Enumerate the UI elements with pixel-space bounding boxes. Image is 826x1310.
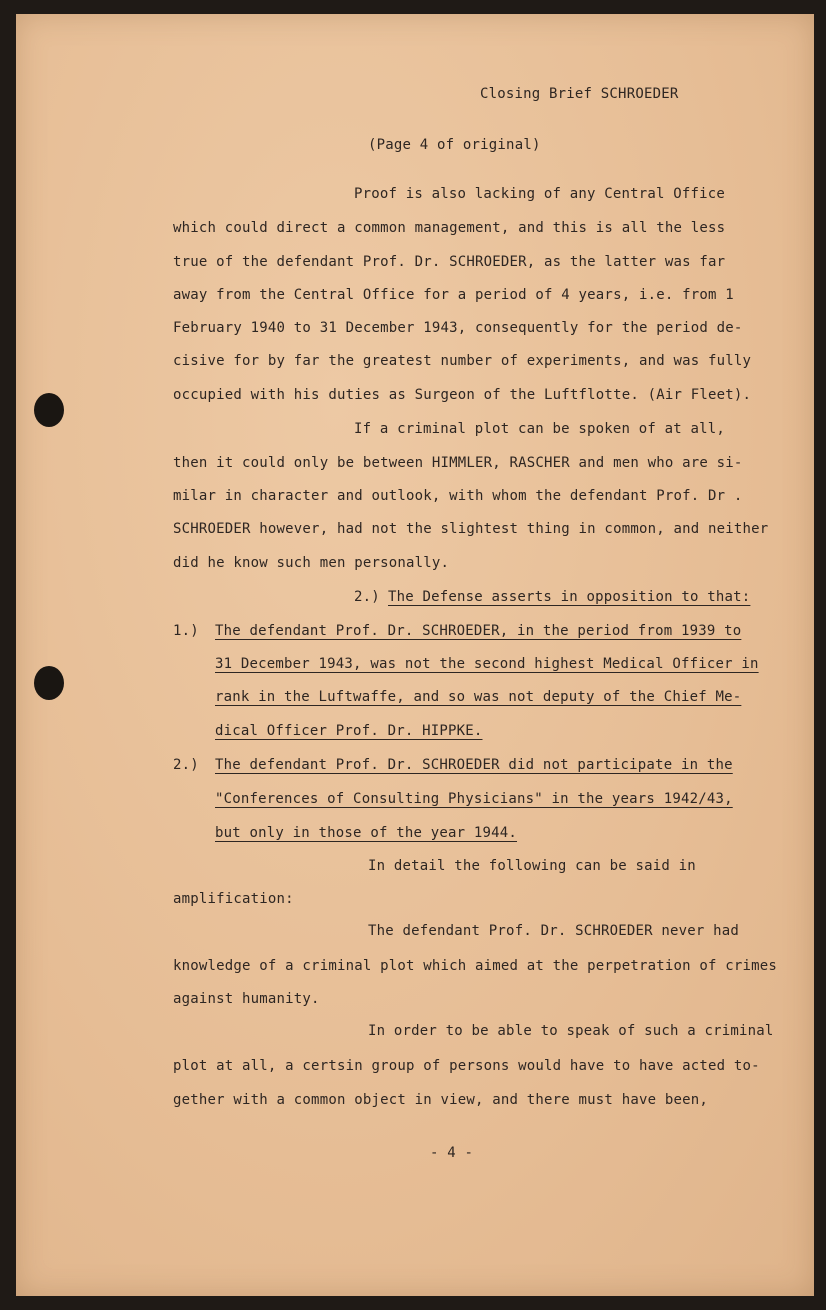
text-line: true of the defendant Prof. Dr. SCHROEDER, as the latter was far	[173, 254, 726, 270]
text-line: amplification:	[173, 891, 294, 907]
text-line: knowledge of a criminal plot which aimed at the perpetration of crimes	[173, 958, 778, 974]
item-1-line: dical Officer Prof. Dr. HIPPKE.	[215, 723, 483, 739]
page-note: (Page 4 of original)	[368, 137, 541, 153]
text-line: The defendant Prof. Dr. SCHROEDER never had	[368, 923, 740, 939]
defense-heading-number: 2.)	[354, 589, 380, 605]
text-line: February 1940 to 31 December 1943, consequently for the period de-	[173, 320, 743, 336]
page-number: - 4 -	[430, 1145, 474, 1161]
text-line: away from the Central Office for a period of 4 years, i.e. from 1	[173, 287, 734, 303]
text-line: Proof is also lacking of any Central Office	[354, 186, 726, 202]
text-line: plot at all, a certsin group of persons would have to have acted to-	[173, 1058, 760, 1074]
text-line: against humanity.	[173, 991, 320, 1007]
text-line: occupied with his duties as Surgeon of the Luftflotte. (Air Fleet).	[173, 387, 752, 403]
item-2-line: The defendant Prof. Dr. SCHROEDER did not participate in the	[215, 757, 733, 773]
document-title: Closing Brief SCHROEDER	[480, 86, 679, 102]
item-1-line: 31 December 1943, was not the second highest Medical Officer in	[215, 656, 759, 672]
item-2-number: 2.)	[173, 757, 199, 773]
text-line: gether with a common object in view, and there must have been,	[173, 1092, 708, 1108]
text-line: In order to be able to speak of such a criminal	[368, 1023, 774, 1039]
text-line: which could direct a common management, and this is all the less	[173, 220, 726, 236]
text-line: then it could only be between HIMMLER, RASCHER and men who are si-	[173, 455, 743, 471]
text-line: did he know such men personally.	[173, 555, 450, 571]
item-1-line: The defendant Prof. Dr. SCHROEDER, in the period from 1939 to	[215, 623, 742, 639]
defense-heading: The Defense asserts in opposition to that:	[388, 589, 751, 605]
text-line: In detail the following can be said in	[368, 858, 696, 874]
text-line: If a criminal plot can be spoken of at all,	[354, 421, 726, 437]
item-2-line: "Conferences of Consulting Physicians" in the years 1942/43,	[215, 791, 733, 807]
text-line: SCHROEDER however, had not the slightest thing in common, and neither	[173, 521, 769, 537]
text-line: cisive for by far the greatest number of experiments, and was fully	[173, 353, 752, 369]
text-line: milar in character and outlook, with whom the defendant Prof. Dr .	[173, 488, 743, 504]
item-1-number: 1.)	[173, 623, 199, 639]
item-2-line: but only in those of the year 1944.	[215, 825, 518, 841]
item-1-line: rank in the Luftwaffe, and so was not deputy of the Chief Me-	[215, 689, 742, 705]
